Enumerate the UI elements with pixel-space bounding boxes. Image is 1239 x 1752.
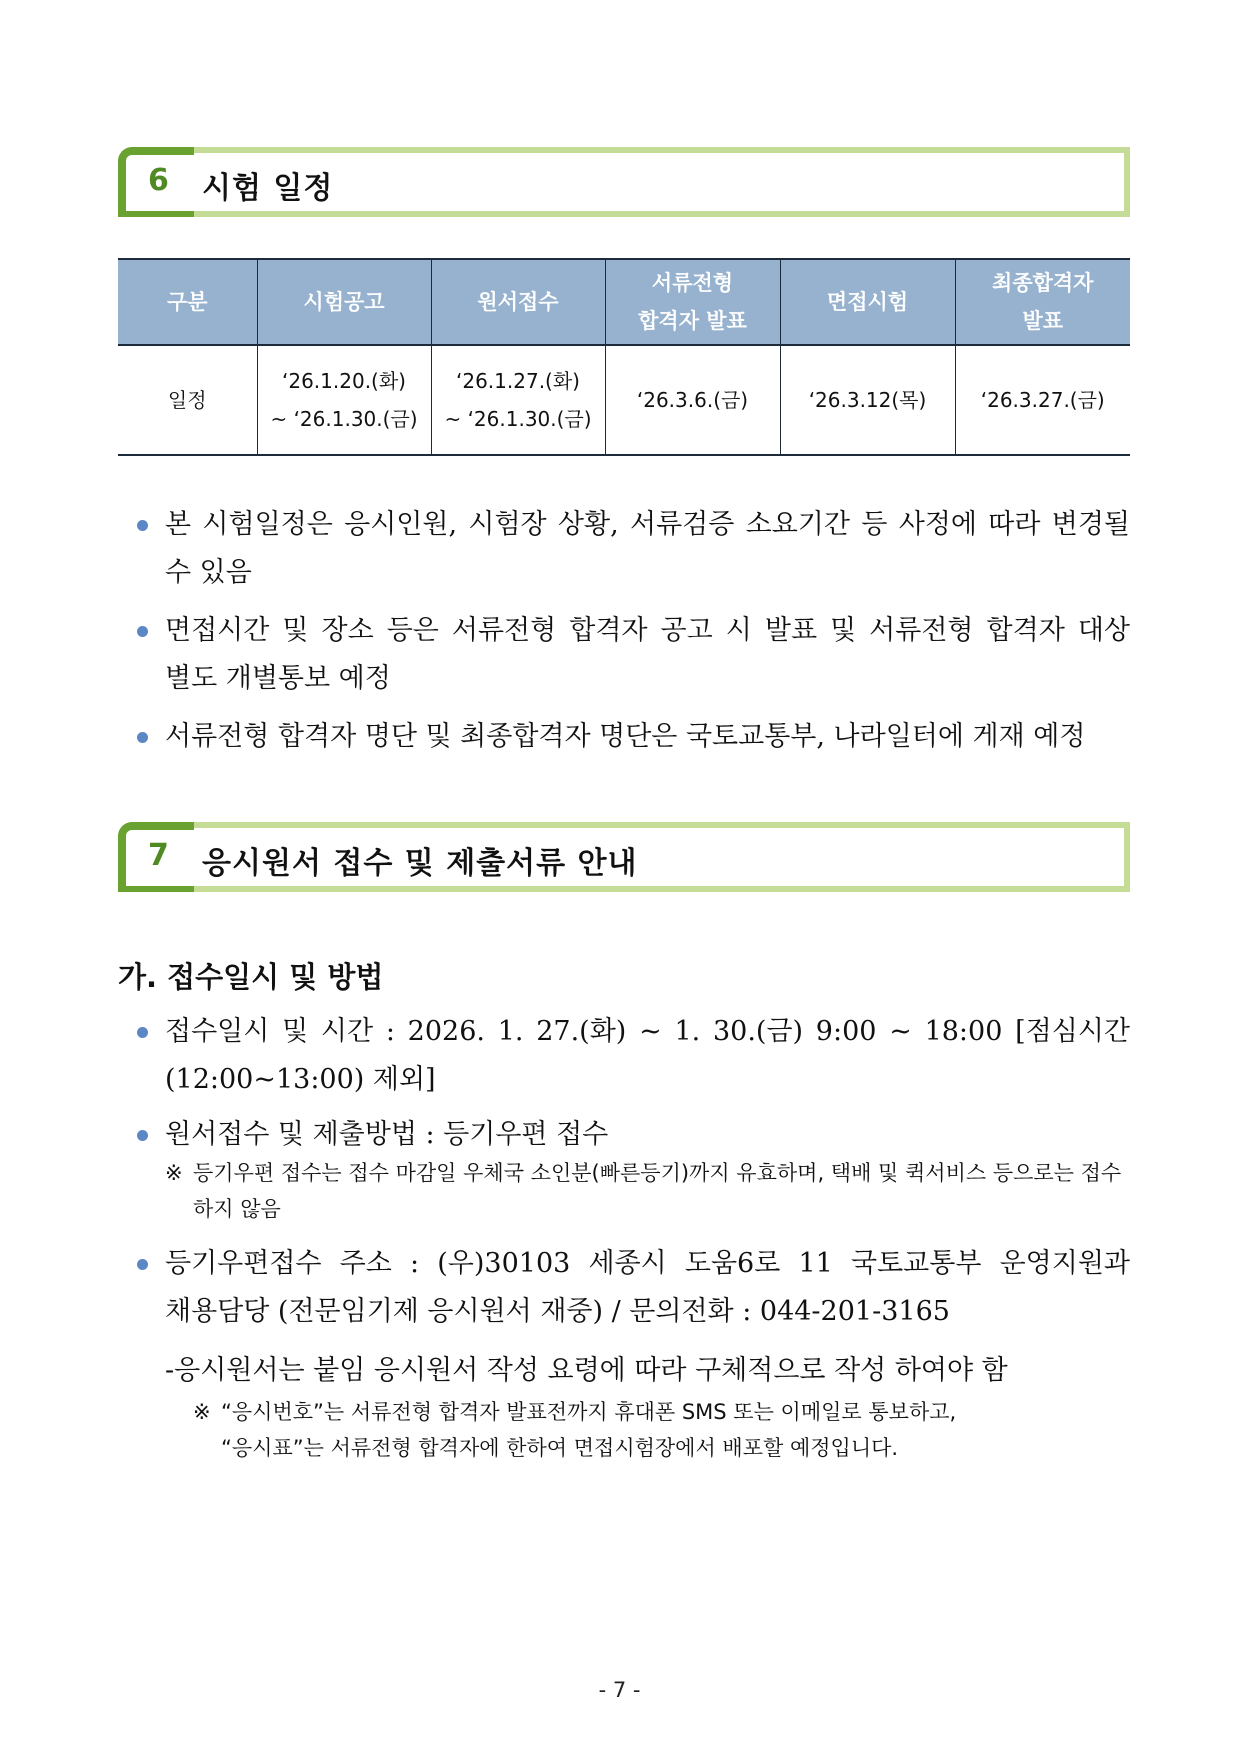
note-text-line-2: “응시표”는 서류전형 합격자에 한하여 면접시험장에서 배포할 예정입니다. <box>221 1436 899 1460</box>
method-note <box>165 1155 1130 1227</box>
table-cell: ‘26.3.27.(금) <box>955 345 1130 455</box>
note-mark: ※ <box>165 1161 183 1185</box>
list-item: 등기우편접수 주소 : (우)30103 세종시 도움6로 11 국토교통부 운영지원과 채용담당 (전문임기제 응시원서 재중) / 문의전화 : 044-201-3165 <box>135 1240 1130 1336</box>
table-row-label: 일정 <box>118 345 257 455</box>
table-cell: ‘26.3.12(목) <box>780 345 955 455</box>
list-item: 본 시험일정은 응시인원, 시험장 상황, 서류검증 소요기간 등 사정에 따라 변경될 수 있음 <box>135 501 1130 597</box>
list-item: 원서접수 및 제출방법 : 등기우편 접수 <box>135 1111 1130 1159</box>
section-title: 시험 일정 <box>202 171 334 206</box>
table-header-cell: 원서접수 <box>431 259 605 345</box>
table-header-cell: 최종합격자 발표 <box>955 259 1130 345</box>
bullet-dot-icon <box>137 732 148 743</box>
schedule-table <box>118 258 1130 456</box>
table-row <box>118 345 1130 455</box>
bullet-dot-icon <box>137 626 148 637</box>
section-title: 응시원서 접수 및 제출서류 안내 <box>202 846 638 881</box>
subsection-heading: 가. 접수일시 및 방법 <box>118 960 384 994</box>
bullet-dot-icon <box>137 1259 148 1270</box>
table-cell: ‘26.1.20.(화) ~ ‘26.1.30.(금) <box>257 345 431 455</box>
table-header-row <box>118 259 1130 345</box>
page-number: - 7 - <box>598 1678 641 1702</box>
section-7-header <box>118 822 1130 892</box>
table-cell: ‘26.3.6.(금) <box>605 345 780 455</box>
bullet-dot-icon <box>137 1027 148 1038</box>
bullet-dot-icon <box>137 1130 148 1141</box>
note-mark: ※ <box>193 1400 211 1424</box>
exam-note <box>193 1394 1130 1466</box>
table-cell: ‘26.1.27.(화) ~ ‘26.1.30.(금) <box>431 345 605 455</box>
section-number: 7 <box>148 838 169 873</box>
note-text-line-1: “응시번호”는 서류전형 합격자 발표전까지 휴대폰 SMS 또는 이메일로 통보하고, <box>221 1400 957 1424</box>
list-item: 접수일시 및 시간 : 2026. 1. 27.(화) ~ 1. 30.(금) 9:00 ~ 18:00 [점심시간 (12:00~13:00) 제외] <box>135 1008 1130 1104</box>
section-6-header <box>118 147 1130 217</box>
table-header-cell: 시험공고 <box>257 259 431 345</box>
list-item: 면접시간 및 장소 등은 서류전형 합격자 공고 시 발표 및 서류전형 합격자 대상 별도 개별통보 예정 <box>135 607 1130 703</box>
section-number: 6 <box>148 163 169 198</box>
table-header-cell: 서류전형 합격자 발표 <box>605 259 780 345</box>
table-header-cell: 구분 <box>118 259 257 345</box>
form-instruction: -응시원서는 붙임 응시원서 작성 요령에 따라 구체적으로 작성 하여야 함 <box>165 1355 1008 1386</box>
table-header-cell: 면접시험 <box>780 259 955 345</box>
list-item: 서류전형 합격자 명단 및 최종합격자 명단은 국토교통부, 나라일터에 게재 예정 <box>135 713 1130 761</box>
bullet-dot-icon <box>137 520 148 531</box>
note-text: 등기우편 접수는 접수 마감일 우체국 소인분(빠른등기)까지 유효하며, 택배 및 퀵서비스 등으로는 접수하지 않음 <box>193 1161 1122 1221</box>
